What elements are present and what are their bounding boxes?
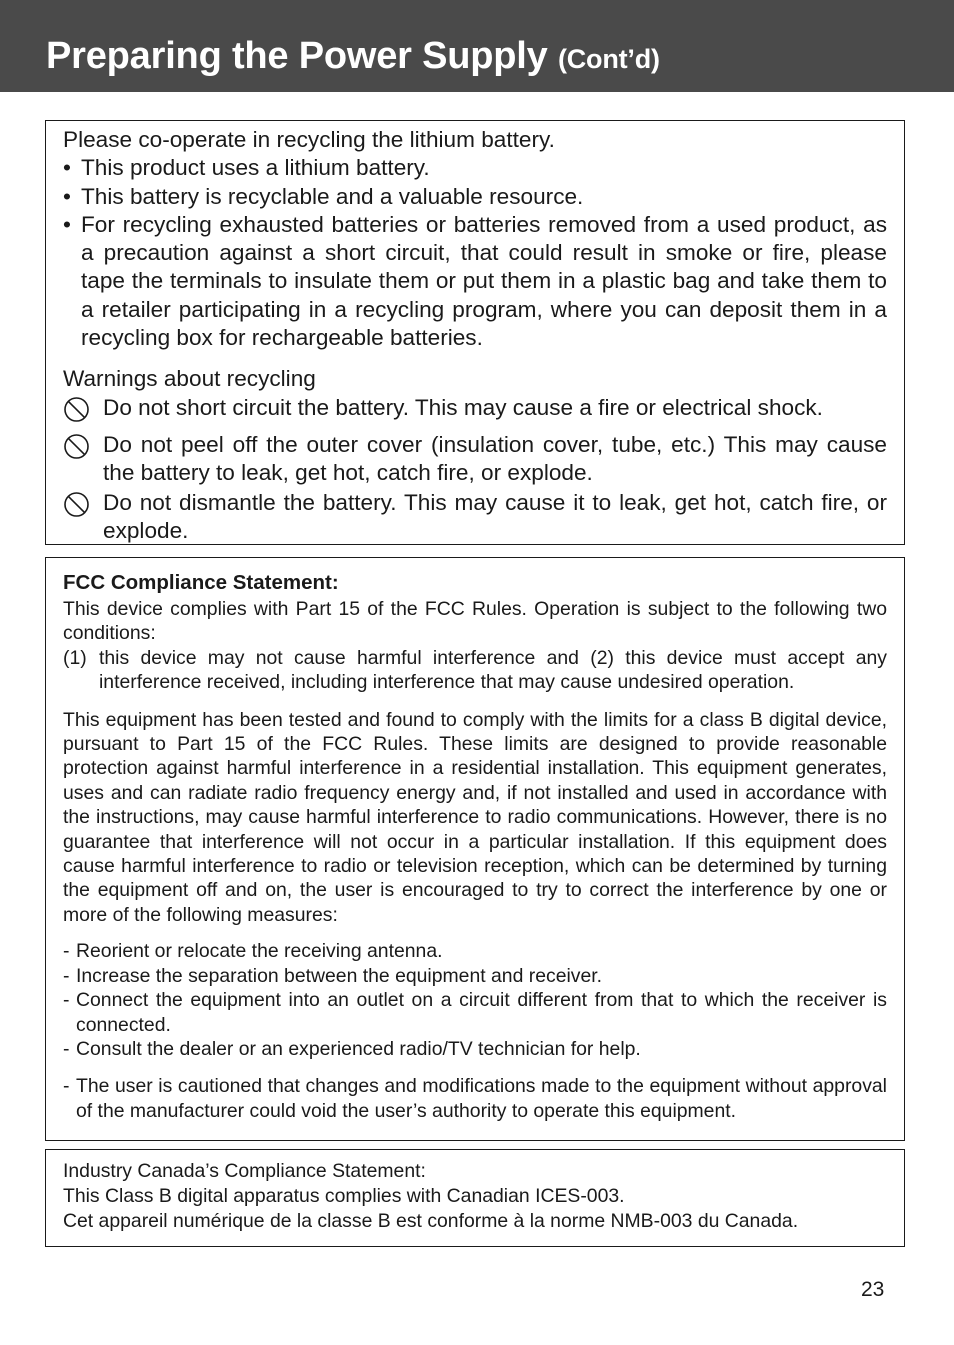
caution-item [63, 1074, 887, 1123]
prohibition-icon [63, 431, 103, 467]
measure-item [63, 939, 887, 963]
fcc-condition [63, 646, 887, 695]
warning-text: Do not dismantle the battery. This may cause it to leak, get hot, catch fire, or explode. [103, 489, 887, 543]
page-number: 23 [861, 1278, 885, 1301]
condition-number: (1) [63, 646, 87, 669]
dash-icon: - [63, 1037, 70, 1060]
page-title-main: Preparing the Power Supply [46, 35, 548, 77]
bullet-text: This product uses a lithium battery. [81, 155, 430, 181]
prohibition-icon [63, 394, 103, 430]
canada-title: Industry Canada’s Compliance Statement: [63, 1160, 426, 1182]
dash-icon: - [63, 964, 70, 987]
bullet-icon: • [63, 183, 71, 209]
measure-item [63, 988, 887, 1037]
measure-text: Connect the equipment into an outlet on a circuit different from that to which the receiver is connected. [76, 989, 887, 1036]
caution-text: The user is cautioned that changes and modifications made to the equipment without approval of the manufacturer could void the user’s authority to operate this equipment. [76, 1075, 887, 1122]
bullet-icon: • [63, 211, 71, 237]
bullet-item [63, 154, 887, 182]
warning-text: Do not peel off the outer cover (insulation cover, tube, etc.) This may cause the battery to leak, get hot, catch fire, or explode. [103, 431, 887, 486]
page-title-suffix: (Cont’d) [557, 44, 660, 74]
page-header [0, 0, 954, 92]
recycling-section [45, 120, 905, 545]
measure-item [63, 964, 887, 988]
canada-line-en: This Class B digital apparatus complies with Canadian ICES-003. [63, 1185, 625, 1207]
bullet-text: This battery is recyclable and a valuable resource. [81, 183, 584, 209]
fcc-title: FCC Compliance Statement: [63, 571, 339, 594]
fcc-section [45, 557, 905, 1141]
measure-item [63, 1037, 887, 1061]
warning-item [63, 394, 887, 430]
bullet-item [63, 211, 887, 352]
warning-item [63, 431, 887, 488]
recycling-intro: Please co-operate in recycling the lithium battery. [63, 127, 555, 152]
fcc-paragraph: This equipment has been tested and found to comply with the limits for a class B digital device, pursuant to Part 15 of the FCC Rules. These limits are designed to provide reasonable protection against harmful interference in a residential installation. This equipment generates, uses and can radiate radio frequency energy and, if not installed and used in accordance with the instructions, may cause harmful interference to radio communications. However, there is no guarantee that interference will not occur in a particular installation. If this equipment does cause harmful interference to radio or television reception, which can be determined by turning the equipment off and on, the user is encouraged to try to correct the interference by one or more of the following measures: [63, 708, 887, 926]
dash-icon: - [63, 989, 70, 1012]
warnings-heading: Warnings about recycling [63, 366, 316, 392]
fcc-intro: This device complies with Part 15 of the FCC Rules. Operation is subject to the following two conditions: [63, 598, 887, 645]
dash-icon: - [63, 940, 70, 963]
bullet-text: For recycling exhausted batteries or batteries removed from a used product, as a precaution against a short circuit, that could result in smoke or fire, please tape the terminals to insulate them or put them in a plastic bag and take them to a retailer participating in a recycling program, where you can deposit them in a recycling box for rechargeable batteries. [81, 211, 887, 351]
measure-text: Consult the dealer or an experienced radio/TV technician for help. [76, 1037, 641, 1060]
warning-text: Do not short circuit the battery. This may cause a fire or electrical shock. [103, 394, 823, 420]
measure-text: Reorient or relocate the receiving antenna. [76, 940, 443, 963]
page-title [46, 34, 660, 81]
bullet-item [63, 183, 887, 211]
dash-icon: - [63, 1075, 70, 1098]
prohibition-icon [63, 489, 103, 525]
warning-item [63, 489, 887, 546]
condition-text: this device may not cause harmful interference and (2) this device must accept any interference received, including interference that may cause undesired operation. [99, 646, 887, 694]
canada-line-fr: Cet appareil numérique de la classe B est conforme à la norme NMB-003 du Canada. [63, 1210, 799, 1232]
canada-section [45, 1149, 905, 1247]
measure-text: Increase the separation between the equipment and receiver. [76, 964, 603, 987]
bullet-icon: • [63, 155, 71, 181]
